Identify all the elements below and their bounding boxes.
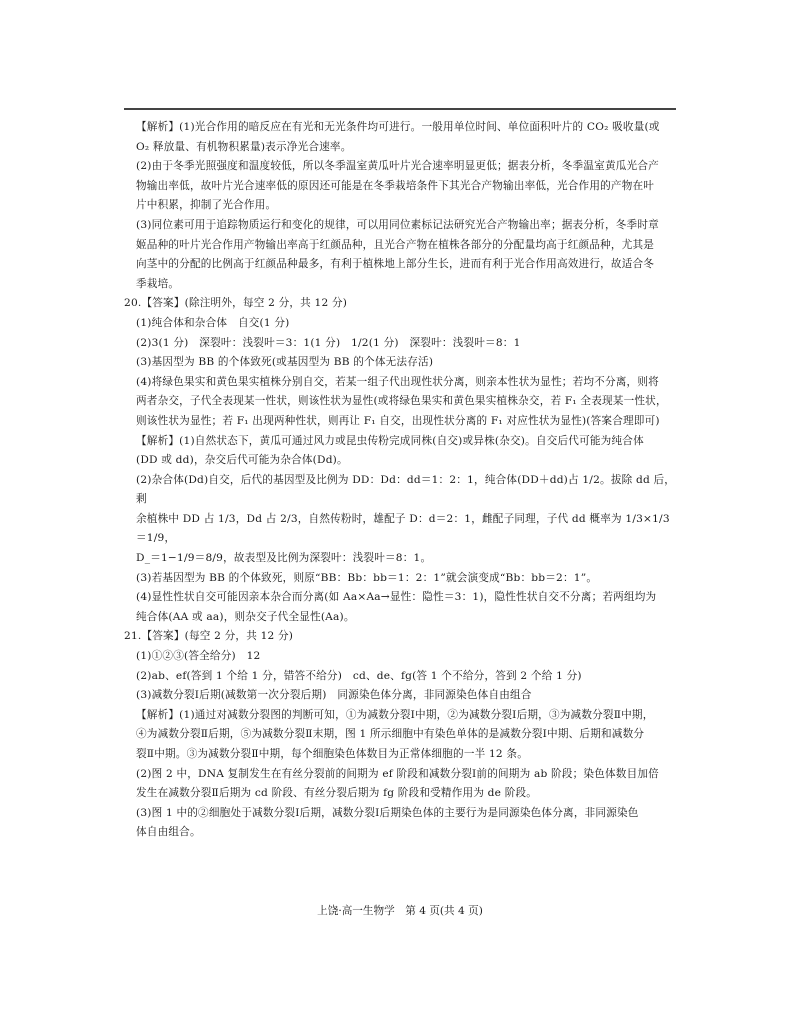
- text-line: (DD 或 dd)，杂交后代可能为杂合体(Dd)。: [136, 454, 348, 467]
- text-line: (3)同位素可用于追踪物质运行和变化的规律，可以用同位素标记法研究光合产物输出率；据表分析，冬季时章: [136, 218, 659, 231]
- text-line: (1)纯合体和杂合体 自交(1 分): [136, 316, 290, 329]
- text-line: 【解析】(1)光合作用的暗反应在有光和无光条件均可进行。一般用单位时间、单位面积叶片的 CO₂ 吸收量(或: [136, 121, 660, 133]
- text-line: (3)若基因型为 BB 的个体致死，则原“BB：Bb：bb＝1：2：1”就会演变成“Bb：bb＝2：1”。: [136, 571, 598, 584]
- text-line: 向茎中的分配的比例高于红颜品种最多，有利于植株地上部分生长，进而有利于光合作用高效进行，故适合冬: [136, 258, 655, 271]
- page-footer: 上饶·高一生物学 第 4 页(共 4 页): [317, 905, 483, 917]
- text-line: (4)将绿色果实和黄色果实植株分别自交，若某一组子代出现性状分离，则亲本性状为显性；若均不分离，则将: [136, 375, 659, 388]
- text-line: 体自由组合。: [136, 826, 201, 839]
- text-line: 纯合体(AA 或 aa)，则杂交子代全显性(Aa)。: [136, 610, 355, 623]
- top-rule: [124, 108, 676, 110]
- text-line: 发生在减数分裂Ⅱ后期为 cd 阶段、有丝分裂后期为 fg 阶段和受精作用为 de 阶段。: [136, 787, 538, 800]
- text-line: 片中积累，抑制了光合作用。: [136, 199, 277, 212]
- text-line: (4)显性性状自交可能因亲本杂合而分离(如 Aa×Aa→显性：隐性＝3：1)，隐性性状自交不分离；若两组均为: [136, 591, 657, 604]
- text-line: 物输出率低，故叶片光合速率低的原因还可能是在冬季栽培条件下其光合产物输出率低，光合作用的产物在叶: [136, 179, 655, 192]
- text-line: (2)杂合体(Dd)自交，后代的基因型及比例为 DD：Dd：dd＝1：2：1，纯合体(DD＋dd)占 1/2。拔除 dd 后，剩: [136, 473, 676, 506]
- text-line: ④为减数分裂Ⅱ后期，⑤为减数分裂Ⅱ末期，图 1 所示细胞中有染色单体的是减数分裂Ⅰ中期、后期和减数分: [136, 728, 645, 741]
- text-line: 20.【答案】(除注明外，每空 2 分，共 12 分): [124, 297, 348, 310]
- text-line: 21.【答案】(每空 2 分，共 12 分): [124, 630, 294, 643]
- text-line: 季栽培。: [136, 277, 180, 290]
- text-line: 则该性状为显性；若 F₁ 出现两种性状，则再让 F₁ 自交，出现性状分离的 F₁ 对应性状为显性)(答案合理即可): [136, 414, 660, 427]
- text-line: (3)图 1 中的②细胞处于减数分裂Ⅰ后期，减数分裂Ⅰ后期染色体的主要行为是同源染色体分离，非同源染色: [136, 806, 639, 819]
- text-line: (3)基因型为 BB 的个体致死(或基因型为 BB 的个体无法存活): [136, 356, 434, 369]
- text-line: (2)3(1 分) 深裂叶：浅裂叶＝3：1(1 分) 1/2(1 分) 深裂叶：浅裂叶＝8：1: [136, 336, 521, 349]
- text-line: 两者杂交，子代全表现某一性状，则该性状为显性(或将绿色果实和黄色果实植株杂交，若 F₁ 全表现某一性状，: [136, 395, 667, 408]
- text-line: D_＝1−1/9＝8/9，故表型及比例为深裂叶：浅裂叶＝8：1。: [136, 552, 432, 565]
- text-line: 姬品种的叶片光合作用产物输出率高于红颜品种，且光合产物在植株各部分的分配量均高于红颜品种，尤其是: [136, 238, 655, 251]
- text-line: (2)由于冬季光照强度和温度较低，所以冬季温室黄瓜叶片光合速率明显更低；据表分析，冬季温室黄瓜光合产: [136, 160, 659, 173]
- text-line: 余植株中 DD 占 1/3，Dd 占 2/3，自然传粉时，雄配子 D：d＝2：1，雌配子同理，子代 dd 概率为 1/3×1/3＝1/9，: [136, 512, 670, 545]
- text-line: 【解析】(1)通过对减数分裂图的判断可知，①为减数分裂Ⅰ中期，②为减数分裂Ⅰ后期，③为减数分裂Ⅱ中期，: [136, 708, 654, 721]
- text-line: O₂ 释放量、有机物积累量)表示净光合速率。: [136, 140, 352, 153]
- text-line: (2)图 2 中，DNA 复制发生在有丝分裂前的间期为 ef 阶段和减数分裂Ⅰ前的间期为 ab 阶段；染色体数目加倍: [136, 767, 659, 780]
- answer-content: [124, 118, 680, 843]
- text-line: (3)减数分裂Ⅰ后期(减数第一次分裂后期) 同源染色体分离，非同源染色体自由组合: [136, 689, 532, 702]
- text-line: 【解析】(1)自然状态下，黄瓜可通过风力或昆虫传粉完成同株(自交)或异株(杂交)。自交后代可能为纯合体: [136, 434, 644, 447]
- text-line: 裂Ⅱ中期。③为减数分裂Ⅱ中期，每个细胞染色体数目为正常体细胞的一半 12 条。: [136, 748, 529, 760]
- text-line: (1)①②③(答全给分) 12: [136, 650, 261, 663]
- text-line: (2)ab、ef(答到 1 个给 1 分，错答不给分) cd、de、fg(答 1 个不给分，答到 2 个给 1 分): [136, 669, 582, 682]
